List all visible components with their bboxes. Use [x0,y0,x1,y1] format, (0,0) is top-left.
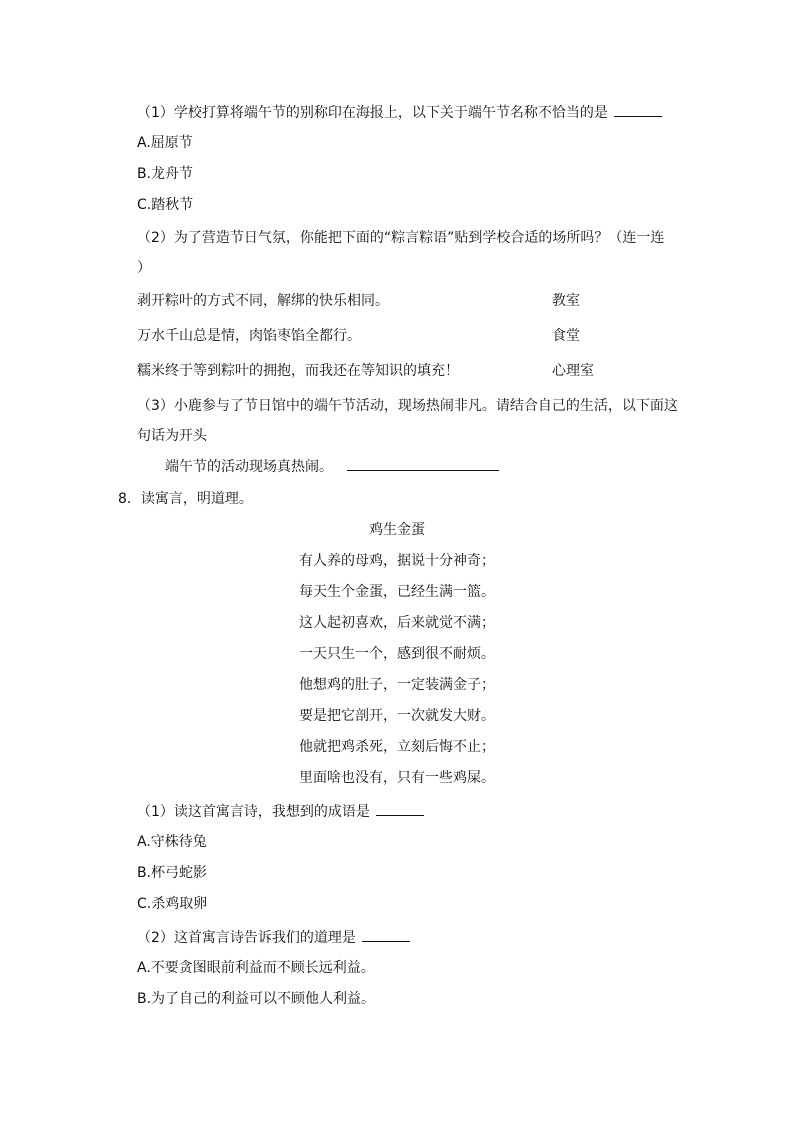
q8-sub1-stem: （1）读这首寓言诗，我想到的成语是 [137,804,370,820]
q7-sub1-option-c: C.踏秋节 [137,197,194,213]
q7-sub2-place-2: 食堂 [552,328,580,344]
q7-sub3-stem-line2: 句话为开头 [137,428,207,444]
q8-sub2-option-b: B.为了自己的利益可以不顾他人利益。 [137,991,376,1007]
q7-sub1-option-b: B.龙舟节 [137,166,194,182]
q7-sub2-place-1: 教室 [552,293,580,309]
q7-sub3-answer-blank[interactable] [347,456,499,471]
q8-sub2-option-a: A.不要贪图眼前利益而不顾长远利益。 [137,960,375,976]
q7-sub1-stem-line [137,102,662,123]
q8-sub1-stem-line [137,801,424,822]
poem-line: 有人养的母鸡，据说十分神奇； [299,553,495,569]
q7-sub1-stem: （1）学校打算将端午节的别称印在海报上，以下关于端午节名称不恰当的是 [137,105,608,121]
q7-sub2-stem-line1: （2）为了营造节日气氛，你能把下面的“粽言粽语”贴到学校合适的场所吗？（连一连 [137,230,665,246]
q8-sub2-stem: （2）这首寓言诗告诉我们的道理是 [137,930,356,946]
poem-line: 里面啥也没有，只有一些鸡屎。 [299,770,495,786]
poem-line: 他就把鸡杀死，立刻后悔不止； [299,739,495,755]
poem-line: 一天只生一个，感到很不耐烦。 [299,646,495,662]
q8-sub1-option-c: C.杀鸡取卵 [137,896,208,912]
q7-sub1-answer-blank[interactable] [614,102,662,117]
q8-sub1-option-b: B.杯弓蛇影 [137,865,208,881]
q8-sub1-answer-blank[interactable] [376,801,424,816]
q7-sub2-slogan-1: 剥开粽叶的方式不同，解绑的快乐相同。 [137,293,389,309]
q8-sub1-option-a: A.守株待兔 [137,834,207,850]
q7-sub2-stem-line2: ） [137,260,151,276]
q7-sub1-option-a: A.屈原节 [137,135,193,151]
q7-sub3-prompt-line [165,456,499,477]
q7-sub2-slogan-2: 万水千山总是情，肉馅枣馅全都行。 [137,328,361,344]
q7-sub2-slogan-3: 糯米终于等到粽叶的拥抱，而我还在等知识的填充！ [137,363,459,379]
q8-sub2-answer-blank[interactable] [362,927,410,942]
q7-sub3-stem-line1: （3）小鹿参与了节日馆中的端午节活动，现场热闹非凡。请结合自己的生活，以下面这 [137,398,678,414]
q8-heading: 8．读寓言，明道理。 [118,491,253,507]
q7-sub3-prompt: 端午节的活动现场真热闹。 [165,459,333,475]
poem-line: 他想鸡的肚子，一定装满金子； [299,677,495,693]
poem-title: 鸡生金蛋 [369,522,425,538]
q8-sub2-stem-line [137,927,410,948]
poem-line: 这人起初喜欢，后来就觉不满； [299,615,495,631]
poem-line: 每天生个金蛋，已经生满一篮。 [299,584,495,600]
poem-line: 要是把它剖开，一次就发大财。 [299,708,495,724]
q7-sub2-place-3: 心理室 [552,363,594,379]
